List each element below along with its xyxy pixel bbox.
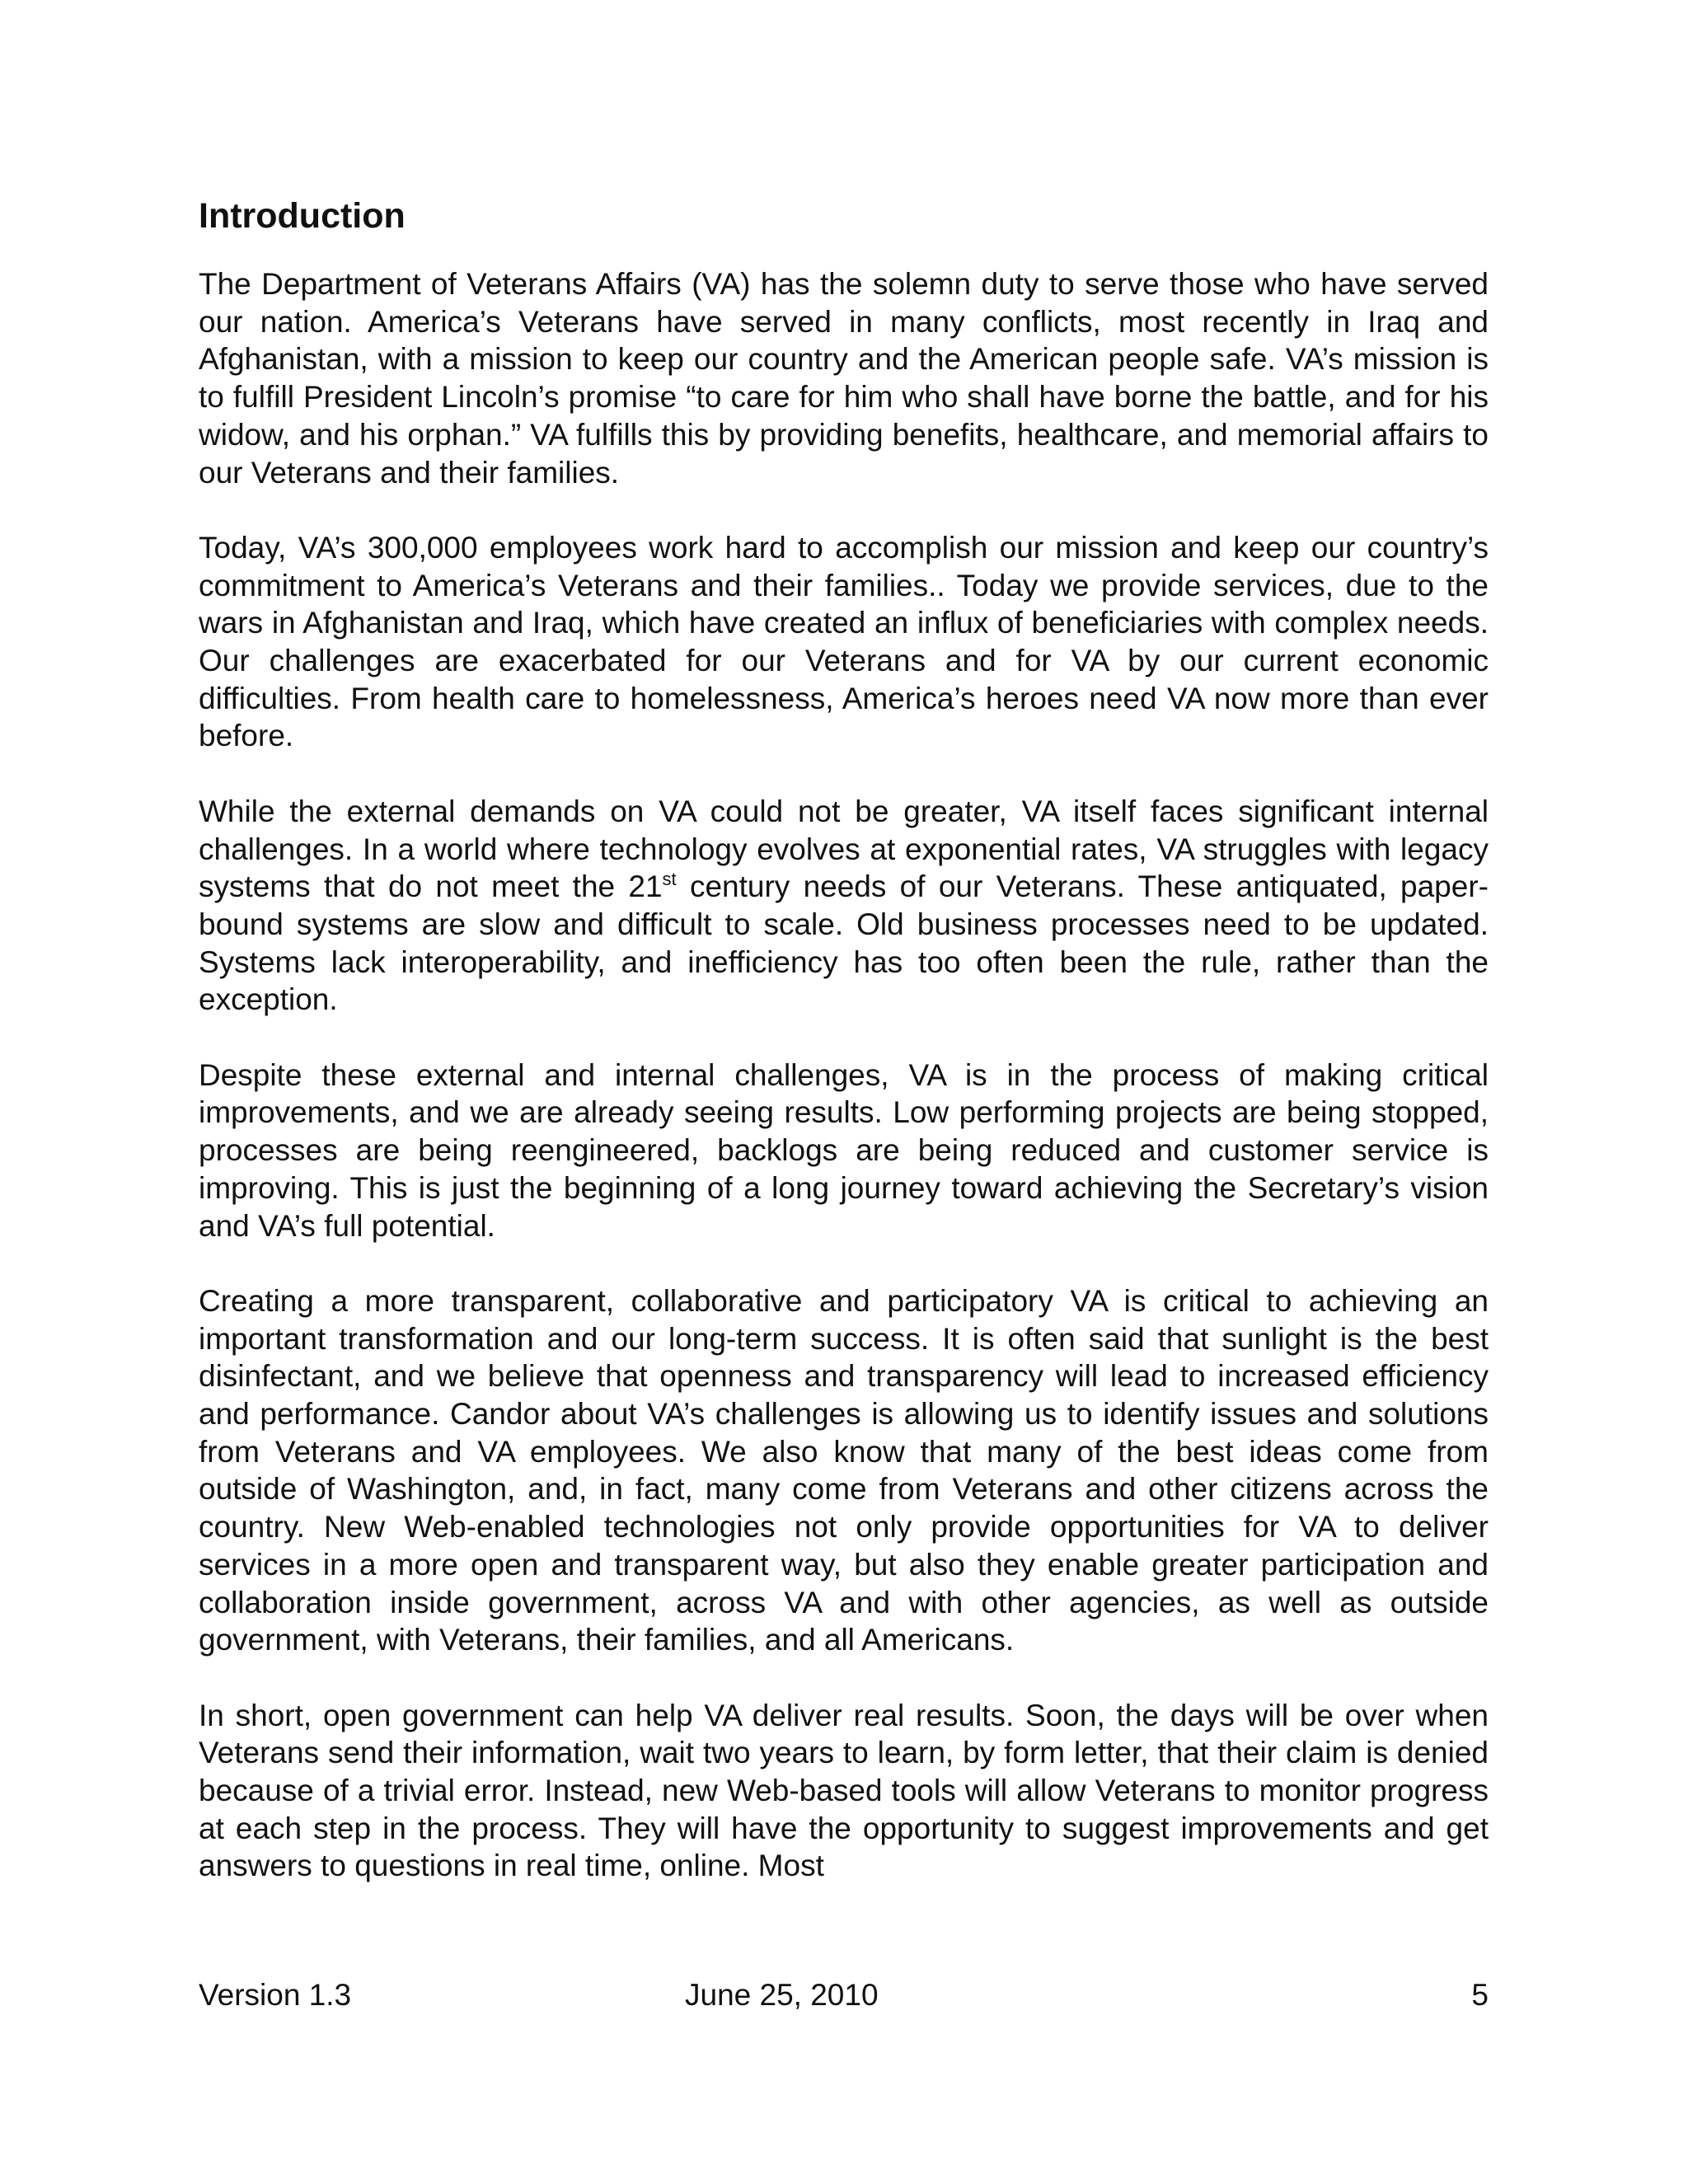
ordinal-superscript: st (662, 869, 677, 890)
paragraph-3 (199, 793, 1489, 1019)
section-heading: Introduction (199, 196, 406, 236)
footer-page-number: 5 (1471, 1978, 1489, 2012)
page-footer (199, 1975, 1489, 2016)
document-body (199, 191, 1489, 1923)
paragraph-4: Despite these external and internal challenges, VA is in the process of making critical improvements, and we are already seeing results. Low performing projects are being stopped, processes are being reengineered, backlogs are being reduced and customer service is improving. This is just the beginning of a long journey toward achieving the Secretary’s vision and VA’s full potential. (199, 1057, 1489, 1243)
paragraph-3-text-after: century needs of our Veterans. These antiquated, paper-bound systems are slow and difficult to scale. Old business processes need to be updated. Systems lack interoperability, and inefficiency has too often been the rule, rather than the exception. (199, 869, 1489, 1017)
footer-date: June 25, 2010 (685, 1978, 879, 2012)
paragraph-3-text-before: While the external demands on VA could not be greater, VA itself faces significant internal challenges. In a world where technology evolves at exponential rates, VA struggles with legacy systems that do not meet the 21 (199, 794, 1489, 904)
paragraph-1: The Department of Veterans Affairs (VA) has the solemn duty to serve those who have served our nation. America’s Veterans have served in many conflicts, most recently in Iraq and Afghanistan, with a mission to keep our country and the American people safe. VA’s mission is to fulfill President Lincoln’s promise “to care for him who shall have borne the battle, and for his widow, and his orphan.” VA fulfills this by providing benefits, healthcare, and memorial affairs to our Veterans and their families. (199, 267, 1489, 490)
footer-version: Version 1.3 (199, 1978, 352, 2012)
paragraph-6: In short, open government can help VA deliver real results. Soon, the days will be over when Veterans send their information, wait two years to learn, by form letter, that their claim is denied because of a trivial error. Instead, new Web-based tools will allow Veterans to monitor progress at each step in the process. They will have the opportunity to suggest improvements and get answers to questions in real time, online. Most (199, 1698, 1489, 1883)
paragraph-5: Creating a more transparent, collaborative and participatory VA is critical to achieving an important transformation and our long-term success. It is often said that sunlight is the best disinfectant, and we believe that openness and transparency will lead to increased efficiency and performance. Candor about VA’s challenges is allowing us to identify issues and solutions from Veterans and VA employees. We also know that many of the best ideas come from outside of Washington, and, in fact, many come from Veterans and other citizens across the country. New Web-enabled technologies not only provide opportunities for VA to deliver services in a more open and transparent way, but also they enable greater participation and collaboration inside government, across VA and with other agencies, as well as outside government, with Veterans, their families, and all Americans. (199, 1283, 1489, 1657)
paragraph-2: Today, VA’s 300,000 employees work hard to accomplish our mission and keep our country’s commitment to America’s Veterans and their families.. Today we provide services, due to the wars in Afghanistan and Iraq, which have created an influx of beneficiaries with complex needs. Our challenges are exacerbated for our Veterans and for VA by our current economic difficulties. From health care to homelessness, America’s heroes need VA now more than ever before. (199, 530, 1489, 753)
